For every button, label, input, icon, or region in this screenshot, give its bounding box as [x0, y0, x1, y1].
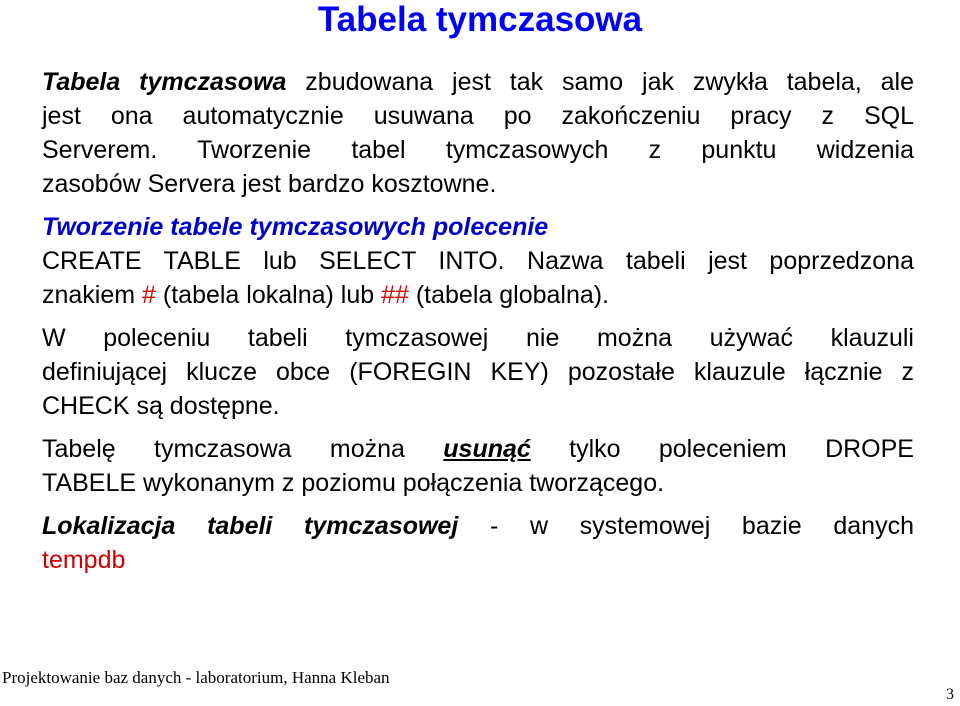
text-line: CHECK są dostępne.: [42, 392, 280, 420]
text-run: (tabela lokalna) lub: [155, 281, 382, 309]
slide-title: Tabela tymczasowa: [317, 0, 643, 39]
remove-emphasis: usunąć: [443, 435, 531, 463]
paragraph-definition: [42, 65, 914, 201]
text-line: zasobów Servera jest bardzo kosztowne.: [42, 170, 497, 198]
text-line: definiującej klucze obce (FOREGIN KEY) pozostałe klauzule łącznie z: [42, 358, 914, 386]
text-line: [42, 278, 914, 312]
text-run: tylko poleceniem DROPE: [530, 435, 914, 463]
paragraph-restrictions: [42, 321, 914, 423]
paragraph-location: [42, 509, 914, 577]
text-line: TABELE wykonanym z poziomu połączenia tworzącego.: [42, 469, 665, 497]
text-line: jest ona automatycznie usuwana po zakończeniu pracy z SQL: [42, 102, 914, 130]
text-line: CREATE TABLE lub SELECT INTO. Nazwa tabeli jest poprzedzona: [42, 247, 914, 275]
paragraph-creation: [42, 210, 914, 312]
hash-global-symbol: ##: [381, 281, 409, 309]
text-line: [42, 509, 914, 543]
paragraph-removal: [42, 432, 914, 500]
location-emphasis: Lokalizacja tabeli tymczasowej: [42, 512, 459, 540]
text-line: [42, 65, 914, 99]
slide-footer: Projektowanie baz danych - laboratorium, Hanna Kleban: [2, 668, 390, 687]
text-run: Tabelę tymczasowa można: [42, 435, 444, 463]
text-run: zbudowana jest tak samo jak zwykła tabela, ale: [286, 68, 914, 96]
text-run: znakiem: [42, 281, 143, 309]
text-line: W poleceniu tabeli tymczasowej nie można używać klauzuli: [42, 324, 914, 352]
hash-local-symbol: #: [142, 281, 156, 309]
text-run: - w systemowej bazie danych: [458, 512, 914, 540]
text-line: Serverem. Tworzenie tabel tymczasowych z punktu widzenia: [42, 136, 914, 164]
text-line: [42, 432, 914, 466]
text-run: (tabela globalna).: [408, 281, 610, 309]
section-heading: Tworzenie tabele tymczasowych polecenie: [42, 213, 549, 241]
term-emphasis: Tabela tymczasowa: [42, 68, 287, 96]
page-number: 3: [946, 686, 954, 703]
slide-body: [42, 65, 914, 586]
tempdb-label: tempdb: [42, 546, 126, 574]
